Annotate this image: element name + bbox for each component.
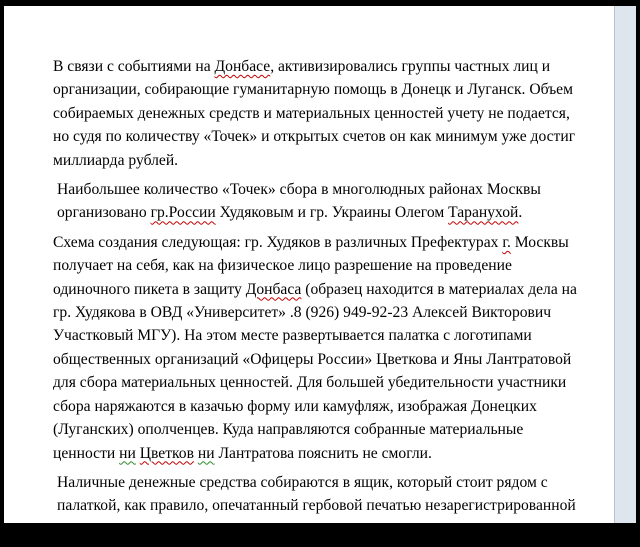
paragraph-3-text-2: Москвы получает на себя, как на физическое лицо разрешение на проведение одиночного пикета в защиту xyxy=(53,233,569,298)
grammar-word-ni-2: ни xyxy=(197,444,215,462)
paragraph-3-text-4: Лантратова пояснить не смогли. xyxy=(214,444,432,462)
paragraph-2 xyxy=(53,178,585,225)
vertical-scrollbar[interactable] xyxy=(614,6,637,523)
spellcheck-word-taranukha: Таранухой xyxy=(448,204,519,222)
window-frame-right xyxy=(636,0,640,523)
spellcheck-word-tsvetkov: Цветков xyxy=(139,444,194,462)
paragraph-1 xyxy=(53,55,585,172)
paragraph-3-text-3: (образец находится в материалах дела на гр. Худякова в ОВД «Университет» .8 (926) 949-92-23 Алексей Викторович Участковый МГУ). На этом месте развертывается палатка с логотипами общественных организаций «Офицеры России» Цветкова и Яны Лантратовой для сбора материальных ценностей. Для большей убедительности участники сбора наряжаются в казачью форму или камуфляж, изображая Донецких (Луганских) ополченцев. Куда направляются собранные материальные ценности xyxy=(53,280,577,462)
spellcheck-word-donbasa: Донбаса xyxy=(245,280,302,298)
spellcheck-word-donbass: Донбасе xyxy=(214,58,271,75)
paragraph-2-text-end: . xyxy=(518,204,523,222)
paragraph-3-text: Схема создания следующая: гр. Худяков в различных Префектурах xyxy=(53,233,503,251)
paragraph-2-text-mid: Худяковым и гр. Украины Олегом xyxy=(215,204,449,222)
paragraph-3 xyxy=(53,231,585,465)
paragraph-4-text: Наличные денежные средства собираются в ящик, который стоит рядом с палаткой, как правило, опечатанный гербовой печатью незарегистрированной организации «Русский вектор» за подписью xyxy=(57,473,576,538)
paragraph-1-text-cont: , активизировались группы частных лиц и организации, собирающие гуманитарную помощь в Донецк и Луганск. Объем собираемых денежных средств и материальных ценностей учету не подается, но судя по количеству «Точек» и открытых счетов он как минимум уже достиг миллиарда рублей. xyxy=(53,58,576,169)
paragraph-4 xyxy=(53,471,585,541)
document-page xyxy=(4,6,614,538)
spellcheck-word-gr-rossii: гр.России xyxy=(150,204,216,222)
spellcheck-word-g: г. xyxy=(502,233,511,251)
document-body xyxy=(53,55,585,547)
paragraph-1-text: В связи с событиями на xyxy=(53,58,215,75)
grammar-word-ni-1: ни xyxy=(119,444,136,462)
paragraph-2-text: Наибольшее количество «Точек» сбора в многолюдных районах Москвы организовано xyxy=(57,181,541,222)
